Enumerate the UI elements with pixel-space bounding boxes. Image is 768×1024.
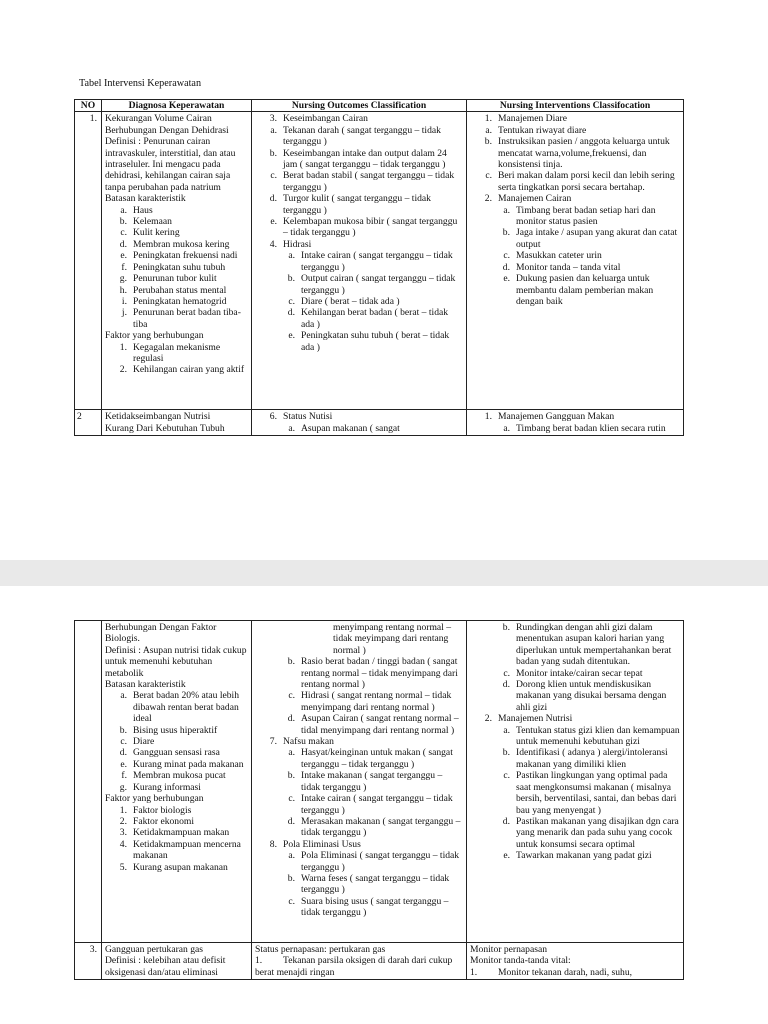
list-marker: d.	[119, 747, 127, 759]
list-marker: f.	[121, 770, 127, 782]
row-number: 2	[75, 410, 102, 436]
list-item	[105, 736, 248, 747]
list-marker: e.	[503, 850, 510, 862]
list-text: Nafsu makan	[283, 736, 334, 748]
list-marker: i.	[121, 295, 127, 307]
list-item	[255, 330, 463, 353]
list-text: Batasan karakteristik	[105, 193, 186, 205]
list-item	[105, 216, 248, 227]
list-marker: e.	[120, 758, 127, 770]
list-marker: 8.	[269, 838, 277, 850]
list-item	[470, 205, 680, 228]
list-marker: e.	[288, 330, 295, 342]
list-marker: g.	[119, 781, 127, 793]
list-item	[105, 307, 248, 330]
list-item	[255, 944, 463, 955]
list-item	[470, 955, 680, 966]
list-text: Asupan Cairan ( sangat rentang normal – tidal menyimpang dari rentang normal )	[301, 713, 459, 736]
list-text: Definisi : Asupan nutrisi tidak cukup untuk memenuhi kebutuhan metabolik	[105, 644, 247, 679]
list-text: Timbang berat badan setiap hari dan monitor status pasien	[516, 204, 656, 228]
list-marker: h.	[119, 284, 127, 296]
list-item	[105, 193, 248, 204]
list-marker: a.	[503, 422, 510, 434]
list-text: Monitor tekanan darah, nadi, suhu,	[498, 966, 633, 978]
list-item	[255, 216, 463, 239]
list-marker: 5.	[119, 861, 127, 873]
list-text: Pola Eliminasi Usus	[283, 838, 361, 850]
list-marker: 4.	[269, 238, 277, 250]
list-marker: b.	[287, 872, 295, 884]
list-text: Manajemen Diare	[498, 113, 567, 125]
list-text: Haus	[133, 204, 153, 216]
list-item	[470, 944, 680, 955]
list-text: Batasan karakteristik	[105, 679, 186, 691]
list-text: Definisi : Penurunan cairan intravaskuler, interstitial, dan atau intraseluler. Ini mengacu pada dehidrasi, kehilangan cairan saja tanpa perubahan pada natrium	[105, 136, 236, 193]
list-text: Tentukan status gizi klien dan kemampuan untuk memenuhi kebutuhan gizi	[516, 724, 680, 748]
list-item	[470, 411, 680, 422]
list-marker: d.	[287, 815, 295, 827]
list-item	[105, 944, 248, 955]
page-title: Tabel Intervensi Keperawatan	[79, 78, 202, 89]
list-text: Diare ( berat – tidak ada )	[301, 295, 400, 307]
list-text: Monitor tanda-tanda vital:	[470, 955, 571, 967]
list-item	[105, 839, 248, 862]
list-item	[105, 805, 248, 816]
list-marker: b.	[287, 770, 295, 782]
list-item	[255, 307, 463, 330]
list-text: Beri makan dalam porsi kecil dan lebih sering serta tingkatkan porsi secara bertahap.	[498, 170, 675, 193]
list-item	[105, 793, 248, 804]
list-marker: d.	[287, 307, 295, 319]
list-item	[255, 793, 463, 816]
list-marker: b.	[502, 227, 510, 239]
list-text: Faktor ekonomi	[133, 815, 195, 827]
list-item	[255, 747, 463, 770]
table-header-row	[75, 100, 684, 112]
list-text: Kurang minat pada makanan	[133, 758, 244, 770]
list-text: Gangguan sensasi rasa	[133, 747, 220, 759]
list-marker: b.	[287, 656, 295, 668]
list-item	[255, 690, 463, 713]
list-marker: c.	[288, 793, 295, 805]
list-marker: 6.	[269, 411, 277, 423]
list-marker: b.	[269, 147, 277, 159]
list-text: Kulit kering	[133, 227, 180, 239]
intervention-table-page-1	[74, 99, 684, 436]
list-item	[105, 296, 248, 307]
list-text: Peningkatan hematogrid	[133, 295, 227, 307]
list-text: Intake makanan ( sangat terganggu – tidak terganggu )	[301, 770, 443, 793]
list-text: Hidrasi	[283, 238, 312, 250]
list-text: Kekurangan Volume Cairan	[105, 113, 212, 125]
list-text: Keseimbangan Cairan	[283, 113, 368, 125]
list-text: Berat badan 20% atau lebih dibawah rentan berat badan ideal	[133, 690, 240, 725]
list-marker: a.	[120, 690, 127, 702]
list-item	[105, 136, 248, 193]
list-marker: 1.	[119, 341, 127, 353]
diagnosis-cell	[102, 112, 252, 410]
list-text: Kurang informasi	[133, 781, 201, 793]
list-text: Pola Eliminasi ( sangat terganggu – tidak terganggu )	[301, 850, 460, 873]
list-item	[255, 713, 463, 736]
list-marker: 4.	[119, 838, 127, 850]
list-marker: 3.	[269, 113, 277, 125]
list-text: Kegagalan mekanisme regulasi	[133, 341, 221, 364]
list-marker: d.	[502, 679, 510, 691]
list-text: Tawarkan makanan yang padat gizi	[516, 850, 652, 862]
list-item	[105, 113, 248, 124]
table-row	[75, 410, 684, 436]
list-text: Berat badan stabil ( sangat terganggu – tidak terganggu )	[283, 170, 455, 193]
list-text: Dorong klien untuk mendiskusikan makanan yang disukai bersama dengan ahli gizi	[516, 679, 667, 713]
list-text: Warna feses ( sangat terganggu – tidak terganggu )	[301, 872, 450, 896]
list-marker: c.	[485, 170, 492, 182]
list-text: Berhubungan Dengan Faktor Biologis.	[105, 622, 217, 645]
list-item	[470, 850, 680, 861]
list-text: Bising usus hiperaktif	[133, 724, 218, 736]
list-text: Membran mukosa pucat	[133, 770, 226, 782]
list-text: Status pernapasan: pertukaran gas	[255, 944, 386, 955]
list-item	[470, 747, 680, 770]
list-marker: j.	[121, 307, 127, 319]
list-text: Kelembapan mukosa bibir ( sangat terganggu – tidak terganggu )	[283, 216, 458, 239]
list-marker: d.	[502, 815, 510, 827]
list-item	[105, 759, 248, 770]
list-item	[105, 285, 248, 296]
header-noc: Nursing Outcomes Classification	[252, 100, 467, 112]
list-item	[255, 411, 463, 422]
list-text: Intake cairan ( sangat terganggu – tidak terganggu )	[301, 793, 453, 816]
list-marker: c.	[288, 690, 295, 702]
list-text: Peningkatan suhu tubuh	[133, 261, 226, 273]
list-item	[470, 170, 680, 193]
list-item	[255, 193, 463, 216]
list-marker: 1.	[484, 113, 492, 125]
list-item	[470, 668, 680, 679]
list-item	[470, 273, 680, 307]
list-item	[255, 955, 463, 978]
list-marker: 1.	[255, 955, 263, 967]
list-text: Hasyat/keinginan untuk makan ( sangat terganggu – tidak terganggu )	[301, 747, 453, 770]
list-item	[470, 967, 680, 978]
list-marker: c.	[288, 895, 295, 907]
list-marker: 2.	[484, 713, 492, 725]
list-item	[105, 227, 248, 238]
list-marker: d.	[269, 193, 277, 205]
diagnosis-cell	[102, 943, 252, 980]
list-item	[105, 262, 248, 273]
list-item	[470, 125, 680, 136]
list-marker: a.	[288, 747, 295, 759]
list-text: Merasakan makanan ( sangat terganggu – tidak terganggu )	[301, 815, 461, 839]
list-text: Tekanan parsila oksigen di darah dari cukup berat menajdi ringan	[255, 955, 453, 978]
list-item	[105, 827, 248, 838]
nic-cell	[467, 112, 684, 410]
list-item	[105, 622, 248, 645]
list-item	[470, 136, 680, 170]
list-item	[255, 839, 463, 850]
list-item	[255, 148, 463, 171]
list-marker: c.	[288, 295, 295, 307]
list-text: Penurunan berat badan tiba-tiba	[133, 307, 241, 330]
list-text: Berhubungan Dengan Dehidrasi	[105, 124, 229, 136]
list-item	[105, 690, 248, 724]
list-marker: a.	[270, 124, 277, 136]
list-text: Kehilangan berat badan ( berat – tidak ada )	[301, 307, 449, 330]
list-text: Gangguan pertukaran gas	[105, 944, 204, 955]
list-item	[255, 896, 463, 919]
list-text: Status Nutisi	[283, 411, 333, 423]
list-marker: 2.	[119, 815, 127, 827]
list-item	[105, 273, 248, 284]
list-marker: a.	[120, 204, 127, 216]
list-text: Faktor biologis	[133, 804, 192, 816]
list-text: Timbang berat badan klien secara rutin	[516, 422, 666, 434]
list-item	[255, 873, 463, 896]
list-marker: a.	[503, 204, 510, 216]
list-text: Intake cairan ( sangat terganggu – tidak terganggu )	[301, 250, 453, 273]
list-text: Monitor tanda – tanda vital	[516, 261, 621, 273]
list-marker: c.	[120, 736, 127, 748]
list-marker: 1.	[484, 411, 492, 423]
list-marker: a.	[288, 850, 295, 862]
list-item	[105, 205, 248, 216]
list-text: Diare	[133, 736, 155, 748]
list-item	[470, 725, 680, 748]
list-marker: 3.	[119, 827, 127, 839]
list-marker: 2.	[119, 364, 127, 376]
list-text: Jaga intake / asupan yang akurat dan catat output	[516, 227, 678, 250]
list-text: Instruksikan pasien / anggota keluarga untuk mencatat warna,volume,frekuensi, dan konsistensi tinja.	[498, 136, 670, 171]
list-text: Masukkan cateter urin	[516, 250, 602, 262]
list-item	[255, 423, 463, 434]
list-text: Keseimbangan intake dan output dalam 24 jam ( sangat terganggu – tidak terganggu )	[283, 147, 447, 171]
list-item	[255, 239, 463, 250]
list-marker: b.	[287, 273, 295, 285]
list-item	[105, 330, 248, 341]
list-text: Faktor yang berhubungan	[105, 330, 204, 342]
list-item	[470, 679, 680, 713]
list-item	[255, 656, 463, 690]
noc-cell	[252, 621, 467, 943]
list-text: Identifikasi ( adanya ) alergi/intoleransi makanan yang dimiliki klien	[516, 747, 668, 770]
list-item	[470, 713, 680, 724]
list-text: Peningkatan frekuensi nadi	[133, 250, 238, 262]
list-item	[470, 193, 680, 204]
list-marker: c.	[503, 770, 510, 782]
noc-cell	[252, 112, 467, 410]
list-text: Kelemaan	[133, 216, 172, 228]
list-marker: b.	[484, 136, 492, 148]
list-text: Rasio berat badan / tinggi badan ( sangat rentang normal – tidak menyimpang dari rentang normal )	[301, 656, 458, 691]
list-text: Turgor kulit ( sangat terganggu – tidak terganggu )	[283, 193, 431, 216]
list-item	[105, 125, 248, 136]
list-item	[470, 622, 680, 668]
intervention-table-page-2	[74, 620, 684, 980]
list-marker: c.	[120, 227, 127, 239]
list-item	[470, 250, 680, 261]
list-item	[470, 816, 680, 850]
list-marker: g.	[119, 273, 127, 285]
header-diagnosis: Diagnosa Keperawatan	[102, 100, 252, 112]
list-marker: 7.	[269, 736, 277, 748]
list-marker: d.	[287, 713, 295, 725]
list-text: Kehilangan cairan yang aktif	[133, 364, 245, 376]
list-item	[105, 725, 248, 736]
list-item	[255, 125, 463, 148]
list-item	[255, 250, 463, 273]
list-text: Rundingkan dengan ahli gizi dalam menentukan asupan kalori harian yang diperlukan untuk mempertahankan berat badan yang sudah ditentukan.	[516, 622, 672, 668]
list-marker: 1.	[119, 804, 127, 816]
list-marker: d.	[502, 261, 510, 273]
list-text: Asupan makanan ( sangat	[301, 422, 400, 434]
list-item	[105, 364, 248, 375]
diagnosis-cell	[102, 410, 252, 436]
list-item	[470, 423, 680, 434]
list-marker: 1.	[470, 966, 478, 978]
list-item	[105, 342, 248, 365]
diagnosis-cell	[102, 621, 252, 943]
list-marker: a.	[503, 724, 510, 736]
list-text: Tekanan darah ( sangat terganggu – tidak terganggu )	[283, 124, 441, 148]
nic-cell	[467, 943, 684, 980]
list-text: Perubahan status mental	[133, 284, 227, 296]
list-marker: e.	[120, 250, 127, 262]
list-item	[255, 622, 463, 656]
list-marker: f.	[121, 261, 127, 273]
list-text: Tentukan riwayat diare	[498, 124, 587, 136]
noc-cell	[252, 410, 467, 436]
list-item	[255, 850, 463, 873]
list-item	[255, 273, 463, 296]
list-marker	[301, 622, 333, 656]
list-text: Peningkatan suhu tubuh ( berat – tidak ada )	[301, 330, 450, 353]
list-text: Ketidakmampuan makan	[133, 827, 230, 839]
row-number	[75, 621, 102, 943]
list-text: Dukung pasien dan keluarga untuk membantu dalam pemberian makan dengan baik	[516, 273, 654, 307]
list-item	[255, 816, 463, 839]
list-item	[105, 862, 248, 873]
list-marker: b.	[502, 622, 510, 633]
list-text: Pastikan makanan yang disajikan dgn cara yang menarik dan pada suhu yang cocok untuk konsumsi secara optimal	[516, 815, 679, 850]
header-nic: Nursing Interventions Classifocation	[467, 100, 684, 112]
list-marker: a.	[288, 422, 295, 434]
list-text: Penurunan tubor kulit	[133, 273, 217, 285]
list-marker: b.	[119, 724, 127, 736]
list-item	[105, 239, 248, 250]
list-item	[255, 170, 463, 193]
row-number: 1.	[75, 112, 102, 410]
list-item	[105, 679, 248, 690]
list-text: Monitor pernapasan	[470, 944, 547, 955]
list-text: Faktor yang berhubungan	[105, 793, 204, 805]
table-row	[75, 112, 684, 410]
table-row	[75, 943, 684, 980]
list-item	[105, 411, 248, 422]
list-marker: c.	[270, 170, 277, 182]
list-marker: a.	[485, 124, 492, 136]
list-item	[105, 816, 248, 827]
list-item	[105, 747, 248, 758]
list-marker: c.	[503, 250, 510, 262]
list-marker: 2.	[484, 193, 492, 205]
header-no: NO	[75, 100, 102, 112]
list-marker: b.	[119, 216, 127, 228]
list-text: Manajemen Nutrisi	[498, 713, 573, 725]
nic-cell	[467, 621, 684, 943]
list-text: Ketidakseimbangan Nutrisi	[105, 411, 211, 423]
list-marker: e.	[503, 273, 510, 285]
list-item	[105, 423, 248, 434]
nic-cell	[467, 410, 684, 436]
noc-cell	[252, 943, 467, 980]
list-text: Monitor intake/cairan secar tepat	[516, 667, 643, 679]
list-text: Suara bising usus ( sangat terganggu – tidak terganggu )	[301, 895, 449, 919]
list-text: Definisi : kelebihan atau defisit oksigenasi dan/atau eliminasi	[105, 955, 226, 978]
list-item	[105, 770, 248, 781]
list-item	[255, 736, 463, 747]
list-marker: b.	[502, 747, 510, 759]
list-marker: e.	[270, 216, 277, 228]
list-marker: c.	[503, 667, 510, 679]
list-item	[105, 645, 248, 679]
list-marker: d.	[119, 238, 127, 250]
list-text: Kurang asupan makanan	[133, 861, 228, 873]
list-text: Output cairan ( sangat terganggu – tidak terganggu )	[301, 273, 456, 296]
table-row	[75, 621, 684, 943]
list-item	[105, 782, 248, 793]
list-text: Pastikan lingkungan yang optimal pada saat mengkonsumsi makanan ( misalnya bersih, berventilasi, santai, dan bebas dari bau yang menyengat )	[516, 770, 677, 816]
list-text: menyimpang rentang normal – tidak meyimpang dari rentang normal )	[333, 622, 452, 656]
list-item	[470, 227, 680, 250]
list-text: Manajemen Cairan	[498, 193, 572, 205]
list-item	[255, 770, 463, 793]
document-page-2	[0, 586, 768, 1024]
list-text: Membran mukosa kering	[133, 238, 230, 250]
list-item	[470, 262, 680, 273]
list-marker: a.	[288, 250, 295, 262]
list-item	[105, 250, 248, 261]
list-text: Ketidakmampuan mencerna makanan	[133, 838, 241, 862]
list-text: Manajemen Gangguan Makan	[498, 411, 615, 423]
list-text: Kurang Dari Kebutuhan Tubuh	[105, 422, 225, 434]
list-item	[105, 955, 248, 978]
list-item	[470, 113, 680, 124]
list-item	[255, 296, 463, 307]
row-number: 3.	[75, 943, 102, 980]
list-item	[470, 770, 680, 816]
list-text: Hidrasi ( sangat rentang normal – tidak menyimpang dari rentang normal )	[301, 690, 452, 713]
list-item	[255, 113, 463, 124]
